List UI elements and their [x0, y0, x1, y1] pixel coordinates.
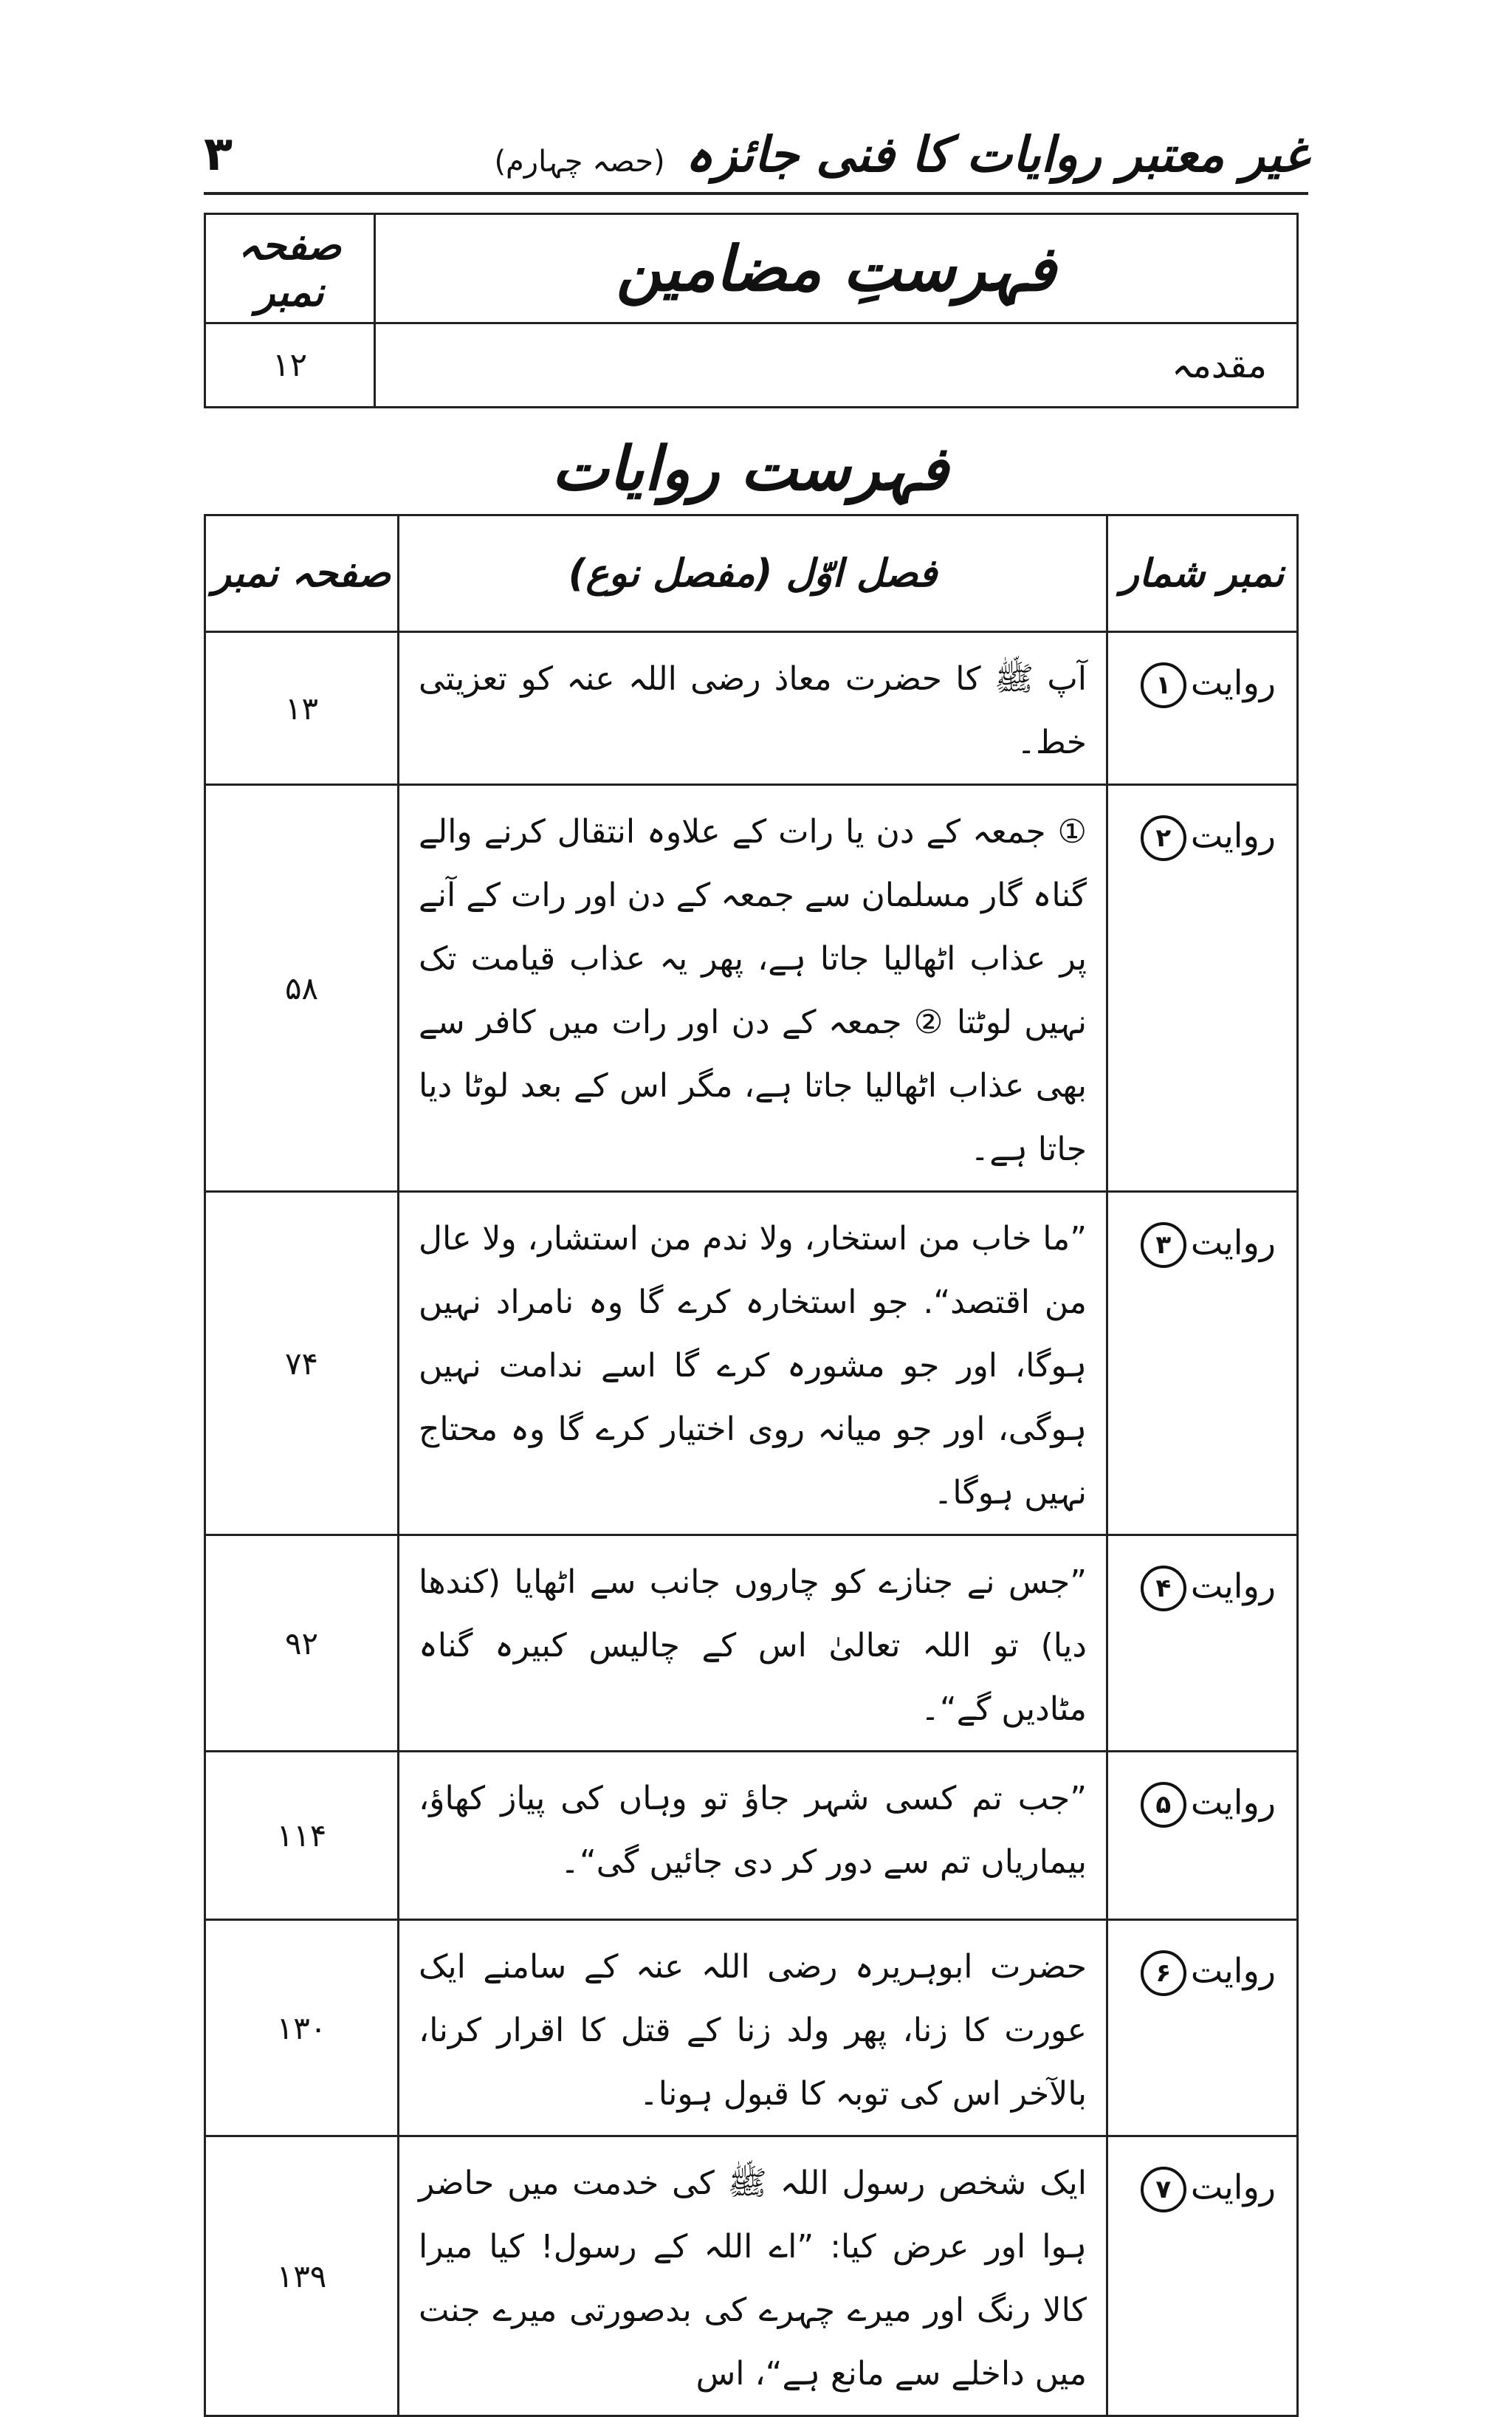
- contents-table: [204, 213, 1299, 408]
- narration-number-badge: ۲: [1141, 815, 1186, 861]
- narration-number-badge: ۱: [1141, 662, 1186, 708]
- narration-number-badge: ۶: [1141, 1950, 1186, 1996]
- narration-description: ایک شخص رسول اللہ ﷺ کی خدمت میں حاضر ہوا اور عرض کیا: ”اے اللہ کے رسول! کیا میرا کالا رنگ اور میرے چہرے کی بدصورتی میرے جنت میں داخلے سے مانع ہے“، اس: [399, 2136, 1107, 2416]
- contents-entry-page: ۱۲: [205, 323, 375, 408]
- narration-row: [205, 1192, 1298, 1535]
- narration-label-text: روایت: [1190, 1782, 1276, 1823]
- narration-description: ”جس نے جنازے کو چاروں جانب سے اٹھایا (کندھا دیا) تو اللہ تعالیٰ اس کے چالیس کبیرہ گناہ مٹادیں گے“۔: [399, 1535, 1107, 1752]
- narration-row: [205, 1752, 1298, 1920]
- narration-page: ۱۳: [205, 632, 399, 785]
- narration-row: [205, 2136, 1298, 2416]
- narration-label: [1107, 1535, 1298, 1752]
- contents-entry-title: مقدمہ: [375, 323, 1298, 408]
- narration-number-badge: ۷: [1141, 2167, 1186, 2212]
- narrations-header-row: [205, 515, 1298, 632]
- narration-description: آپ ﷺ کا حضرت معاذ رضی اللہ عنہ کو تعزیتی خط۔: [399, 632, 1107, 785]
- narration-label: [1107, 1920, 1298, 2136]
- narration-page: ۷۴: [205, 1192, 399, 1535]
- narration-label-text: روایت: [1190, 815, 1276, 856]
- narration-description: حضرت ابوہریرہ رضی اللہ عنہ کے سامنے ایک عورت کا زنا، پھر ولد زنا کے قتل کا اقرار کرنا، بالآخر اس کی توبہ کا قبول ہونا۔: [399, 1920, 1107, 2136]
- narration-label: [1107, 1192, 1298, 1535]
- narration-label: [1107, 2136, 1298, 2416]
- narration-row: [205, 785, 1298, 1192]
- narration-page: ۱۳۰: [205, 1920, 399, 2136]
- narration-number-badge: ۵: [1141, 1782, 1186, 1828]
- narration-label-text: روایت: [1190, 2167, 1276, 2207]
- column-header-page: صفحہ نمبر: [205, 515, 399, 632]
- narration-page: ۱۱۴: [205, 1752, 399, 1920]
- narration-row: [205, 1535, 1298, 1752]
- contents-header-row: [205, 214, 1298, 323]
- narration-label: [1107, 1752, 1298, 1920]
- narrations-table: [204, 514, 1299, 2417]
- narration-page: ۹۲: [205, 1535, 399, 1752]
- contents-page-column-header: صفحہ نمبر: [205, 214, 375, 323]
- narration-description: ”ما خاب من استخار، ولا ندم من استشار، ولا عال من اقتصد“. جو استخارہ کرے گا وہ نامراد نہیں ہوگا، اور جو مشورہ کرے گا اسے ندامت نہیں ہوگی، اور جو میانہ روی اختیار کرے گا وہ محتاج نہیں ہوگا۔: [399, 1192, 1107, 1535]
- column-header-chapter: فصل اوّل (مفصل نوع): [399, 515, 1107, 632]
- contents-title: فہرستِ مضامین: [375, 214, 1298, 323]
- column-header-number: نمبر شمار: [1107, 515, 1298, 632]
- narration-label-text: روایت: [1190, 1566, 1276, 1606]
- narration-number-badge: ۳: [1141, 1222, 1186, 1268]
- narration-label: [1107, 785, 1298, 1192]
- contents-row: [205, 323, 1298, 408]
- narration-label-text: روایت: [1190, 1222, 1276, 1263]
- narration-page: ۱۳۹: [205, 2136, 399, 2416]
- narration-row: [205, 632, 1298, 785]
- narration-page: ۵۸: [205, 785, 399, 1192]
- narration-row: [205, 1920, 1298, 2136]
- page-number: ۳: [204, 127, 233, 182]
- narration-description: ① جمعہ کے دن یا رات کے علاوہ انتقال کرنے والے گناہ گار مسلمان سے جمعہ کے دن اور رات کے آنے پر عذاب اٹھالیا جاتا ہے، پھر یہ عذاب قیامت تک نہیں لوٹتا ② جمعہ کے دن اور رات میں کافر سے بھی عذاب اٹھالیا جاتا ہے، مگر اس کے بعد لوٹا دیا جاتا ہے۔: [399, 785, 1107, 1192]
- narration-label: [1107, 632, 1298, 785]
- book-part: (حصہ چہارم): [494, 145, 665, 179]
- book-title-main: غیر معتبر روایات کا فنی جائزہ: [684, 126, 1308, 183]
- narrations-section-title: فہرست روایات: [551, 434, 949, 504]
- running-header: [204, 111, 1308, 195]
- narration-description: ”جب تم کسی شہر جاؤ تو وہاں کی پیاز کھاؤ، بیماریاں تم سے دور کر دی جائیں گی“۔: [399, 1752, 1107, 1920]
- narration-label-text: روایت: [1190, 1950, 1276, 1991]
- book-title: [494, 126, 1308, 183]
- narration-number-badge: ۴: [1141, 1566, 1186, 1611]
- narration-label-text: روایت: [1190, 662, 1276, 703]
